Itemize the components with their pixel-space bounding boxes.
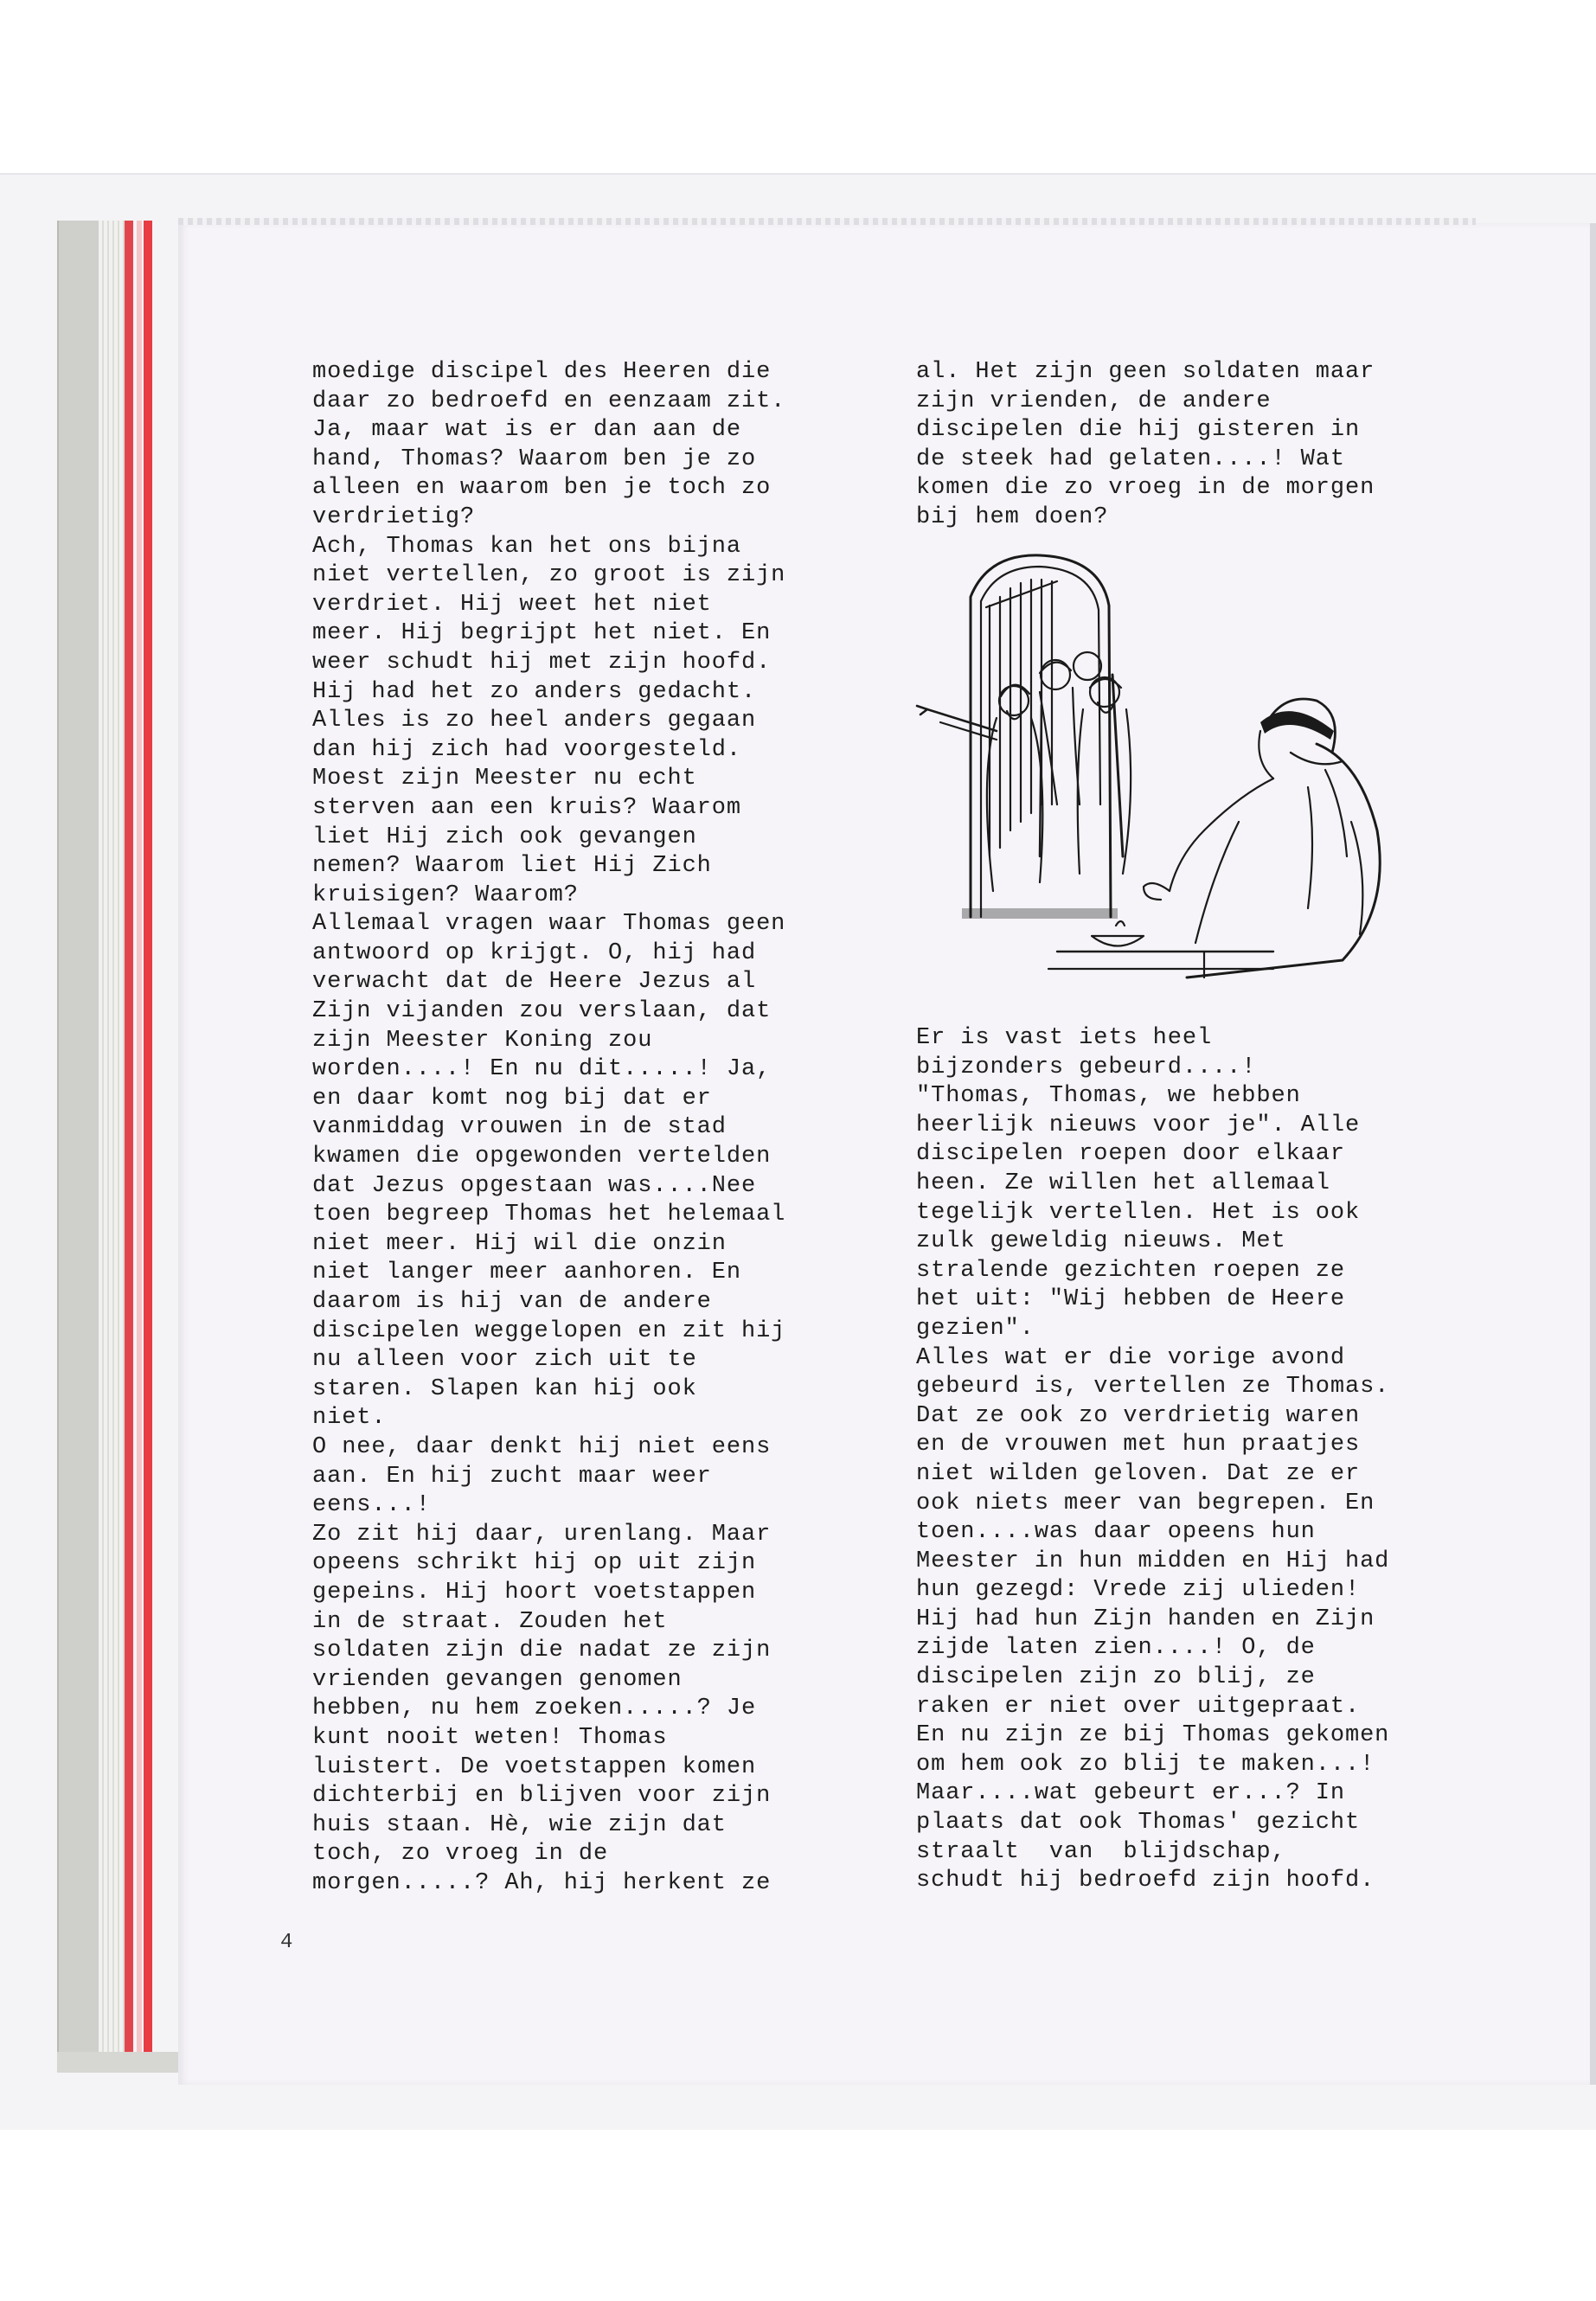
text-line: moedige discipel des Heeren die [312,359,772,385]
book-spine [57,221,100,2072]
text-line: worden....! En nu dit.....! Ja, [312,1056,772,1083]
text-line: het uit: "Wij hebben de Heere [916,1286,1345,1313]
text-line: morgen.....? Ah, hij herkent ze [312,1869,772,1896]
text-line: Alles is zo heel anders gegaan [312,708,757,734]
text-line: verwacht dat de Heere Jezus al [312,969,757,996]
text-line: dan hij zich had voorgesteld. [312,736,741,763]
text-line: Er is vast iets heel [916,1025,1213,1051]
text-line: Ja, maar wat is er dan aan de [312,417,741,444]
text-line: niet vertellen, zo groot is zijn [312,562,786,589]
text-line: O nee, daar denkt hij niet eens [312,1433,772,1460]
text-line: discipelen die hij gisteren in [916,417,1361,444]
right-text-column-bottom [916,1024,1504,1896]
text-line: ook niets meer van begrepen. En [916,1490,1375,1516]
text-line: de steek had gelaten....! Wat [916,445,1345,472]
text-line: meer. Hij begrijpt het niet. En [312,620,772,647]
text-line: straalt van blijdschap, [916,1838,1286,1865]
text-line: daarom is hij van de andere [312,1289,712,1315]
text-line: toen begreep Thomas het helemaal [312,1202,786,1228]
text-line: en daar komt nog bij dat er [312,1085,712,1112]
illustration-disciples-sketch [910,545,1412,1012]
text-line: alleen en waarom ben je toch zo [312,475,772,502]
text-line: plaats dat ook Thomas' gezicht [916,1810,1361,1836]
text-line: Alles wat er die vorige avond [916,1344,1345,1371]
text-line: niet. [312,1405,387,1432]
text-line: bij hem doen? [916,503,1109,530]
text-line: verdriet. Hij weet het niet [312,591,712,618]
right-text-column-top [916,358,1504,533]
text-line: kunt nooit weten! Thomas [312,1724,668,1751]
text-line: discipelen roepen door elkaar [916,1141,1345,1168]
text-line: gepeins. Hij hoort voetstappen [312,1579,757,1606]
text-line: raken er niet over uitgepraat. [916,1693,1361,1720]
text-line: Zijn vijanden zou verslaan, dat [312,998,772,1025]
text-line: Moest zijn Meester nu echt [312,766,697,792]
text-line: toch, zo vroeg in de [312,1841,609,1868]
text-line: heen. Ze willen het allemaal [916,1170,1330,1196]
text-line: al. Het zijn geen soldaten maar [916,359,1375,385]
text-line: Allemaal vragen waar Thomas geen [312,911,786,938]
text-line: gebeurd is, vertellen ze Thomas. [916,1374,1390,1400]
text-line: huis staan. Hè, wie zijn dat [312,1811,727,1838]
text-line: nemen? Waarom liet Hij Zich [312,853,712,880]
text-line: niet wilden geloven. Dat ze er [916,1460,1361,1487]
red-page-edge [125,221,133,2072]
text-line: hun gezegd: Vrede zij ulieden! [916,1577,1361,1604]
text-line: soldaten zijn die nadat ze zijn [312,1638,772,1664]
text-line: toen....was daar opeens hun [916,1519,1316,1546]
text-line: Dat ze ook zo verdrietig waren [916,1402,1361,1429]
text-line: Maar....wat gebeurt er...? In [916,1780,1345,1807]
text-line: discipelen weggelopen en zit hij [312,1317,786,1344]
text-line: stralende gezichten roepen ze [916,1257,1345,1284]
text-line: En nu zijn ze bij Thomas gekomen [916,1722,1390,1749]
text-line: dat Jezus opgestaan was....Nee [312,1172,757,1199]
text-line: eens...! [312,1492,431,1519]
red-page-edge-light [137,221,142,2072]
text-line: luistert. De voetstappen komen [312,1753,757,1780]
sketch-drawing [910,545,1412,1012]
text-line: hebben, nu hem zoeken.....? Je [312,1695,757,1722]
text-line: heerlijk nieuws voor je". Alle [916,1112,1361,1138]
text-line: aan. En hij zucht maar weer [312,1463,712,1490]
text-line: komen die zo vroeg in de morgen [916,475,1375,502]
text-line: kruisigen? Waarom? [312,881,579,908]
text-line: daar zo bedroefd en eenzaam zit. [312,388,786,414]
text-line: gezien". [916,1315,1035,1342]
text-line: verdrietig? [312,503,476,530]
text-line: dichterbij en blijven voor zijn [312,1783,772,1810]
text-line: zijn Meester Koning zou [312,1027,653,1054]
text-line: bijzonders gebeurd....! [916,1054,1257,1080]
text-line: nu alleen voor zich uit te [312,1347,697,1374]
page-right-edge [1590,223,1596,2085]
text-line: liet Hij zich ook gevangen [312,824,697,850]
page-edges [99,221,125,2072]
text-line: Zo zit hij daar, urenlang. Maar [312,1521,772,1548]
text-line: in de straat. Zouden het [312,1608,668,1635]
text-line: Hij had het zo anders gedacht. [312,678,757,705]
text-line: opeens schrikt hij op uit zijn [312,1550,757,1577]
text-line: zulk geweldig nieuws. Met [916,1228,1286,1255]
text-line: kwamen die opgewonden vertelden [312,1144,772,1170]
text-line: staren. Slapen kan hij ook [312,1375,697,1402]
text-line: Hij had hun Zijn handen en Zijn [916,1606,1375,1632]
text-line: niet meer. Hij wil die onzin [312,1230,727,1257]
text-line: hand, Thomas? Waarom ben je zo [312,445,757,472]
text-line: zijde laten zien....! O, de [916,1635,1316,1662]
text-line: Ach, Thomas kan het ons bijna [312,533,741,560]
text-line: vrienden gevangen genomen [312,1666,683,1693]
text-line: sterven aan een kruis? Waarom [312,794,741,821]
text-line: en de vrouwen met hun praatjes [916,1432,1361,1458]
text-line: vanmiddag vrouwen in de stad [312,1114,727,1141]
red-page-edge-inner [144,221,152,2072]
text-line: tegelijk vertellen. Het is ook [916,1199,1361,1226]
text-line: zijn vrienden, de andere [916,388,1272,414]
text-line: weer schudt hij met zijn hoofd. [312,649,772,676]
page-top-edge [178,218,1476,225]
text-line: om hem ook zo blij te maken...! [916,1751,1375,1778]
text-line: antwoord op krijgt. O, hij had [312,939,757,966]
page-number: 4 [280,1931,293,1954]
text-line: discipelen zijn zo blij, ze [916,1664,1316,1691]
left-text-column [312,358,883,1898]
text-line: Meester in hun midden en Hij had [916,1548,1390,1574]
text-line: niet langer meer aanhoren. En [312,1259,741,1286]
text-line: "Thomas, Thomas, we hebben [916,1083,1301,1110]
text-line: schudt hij bedroefd zijn hoofd. [916,1868,1375,1894]
